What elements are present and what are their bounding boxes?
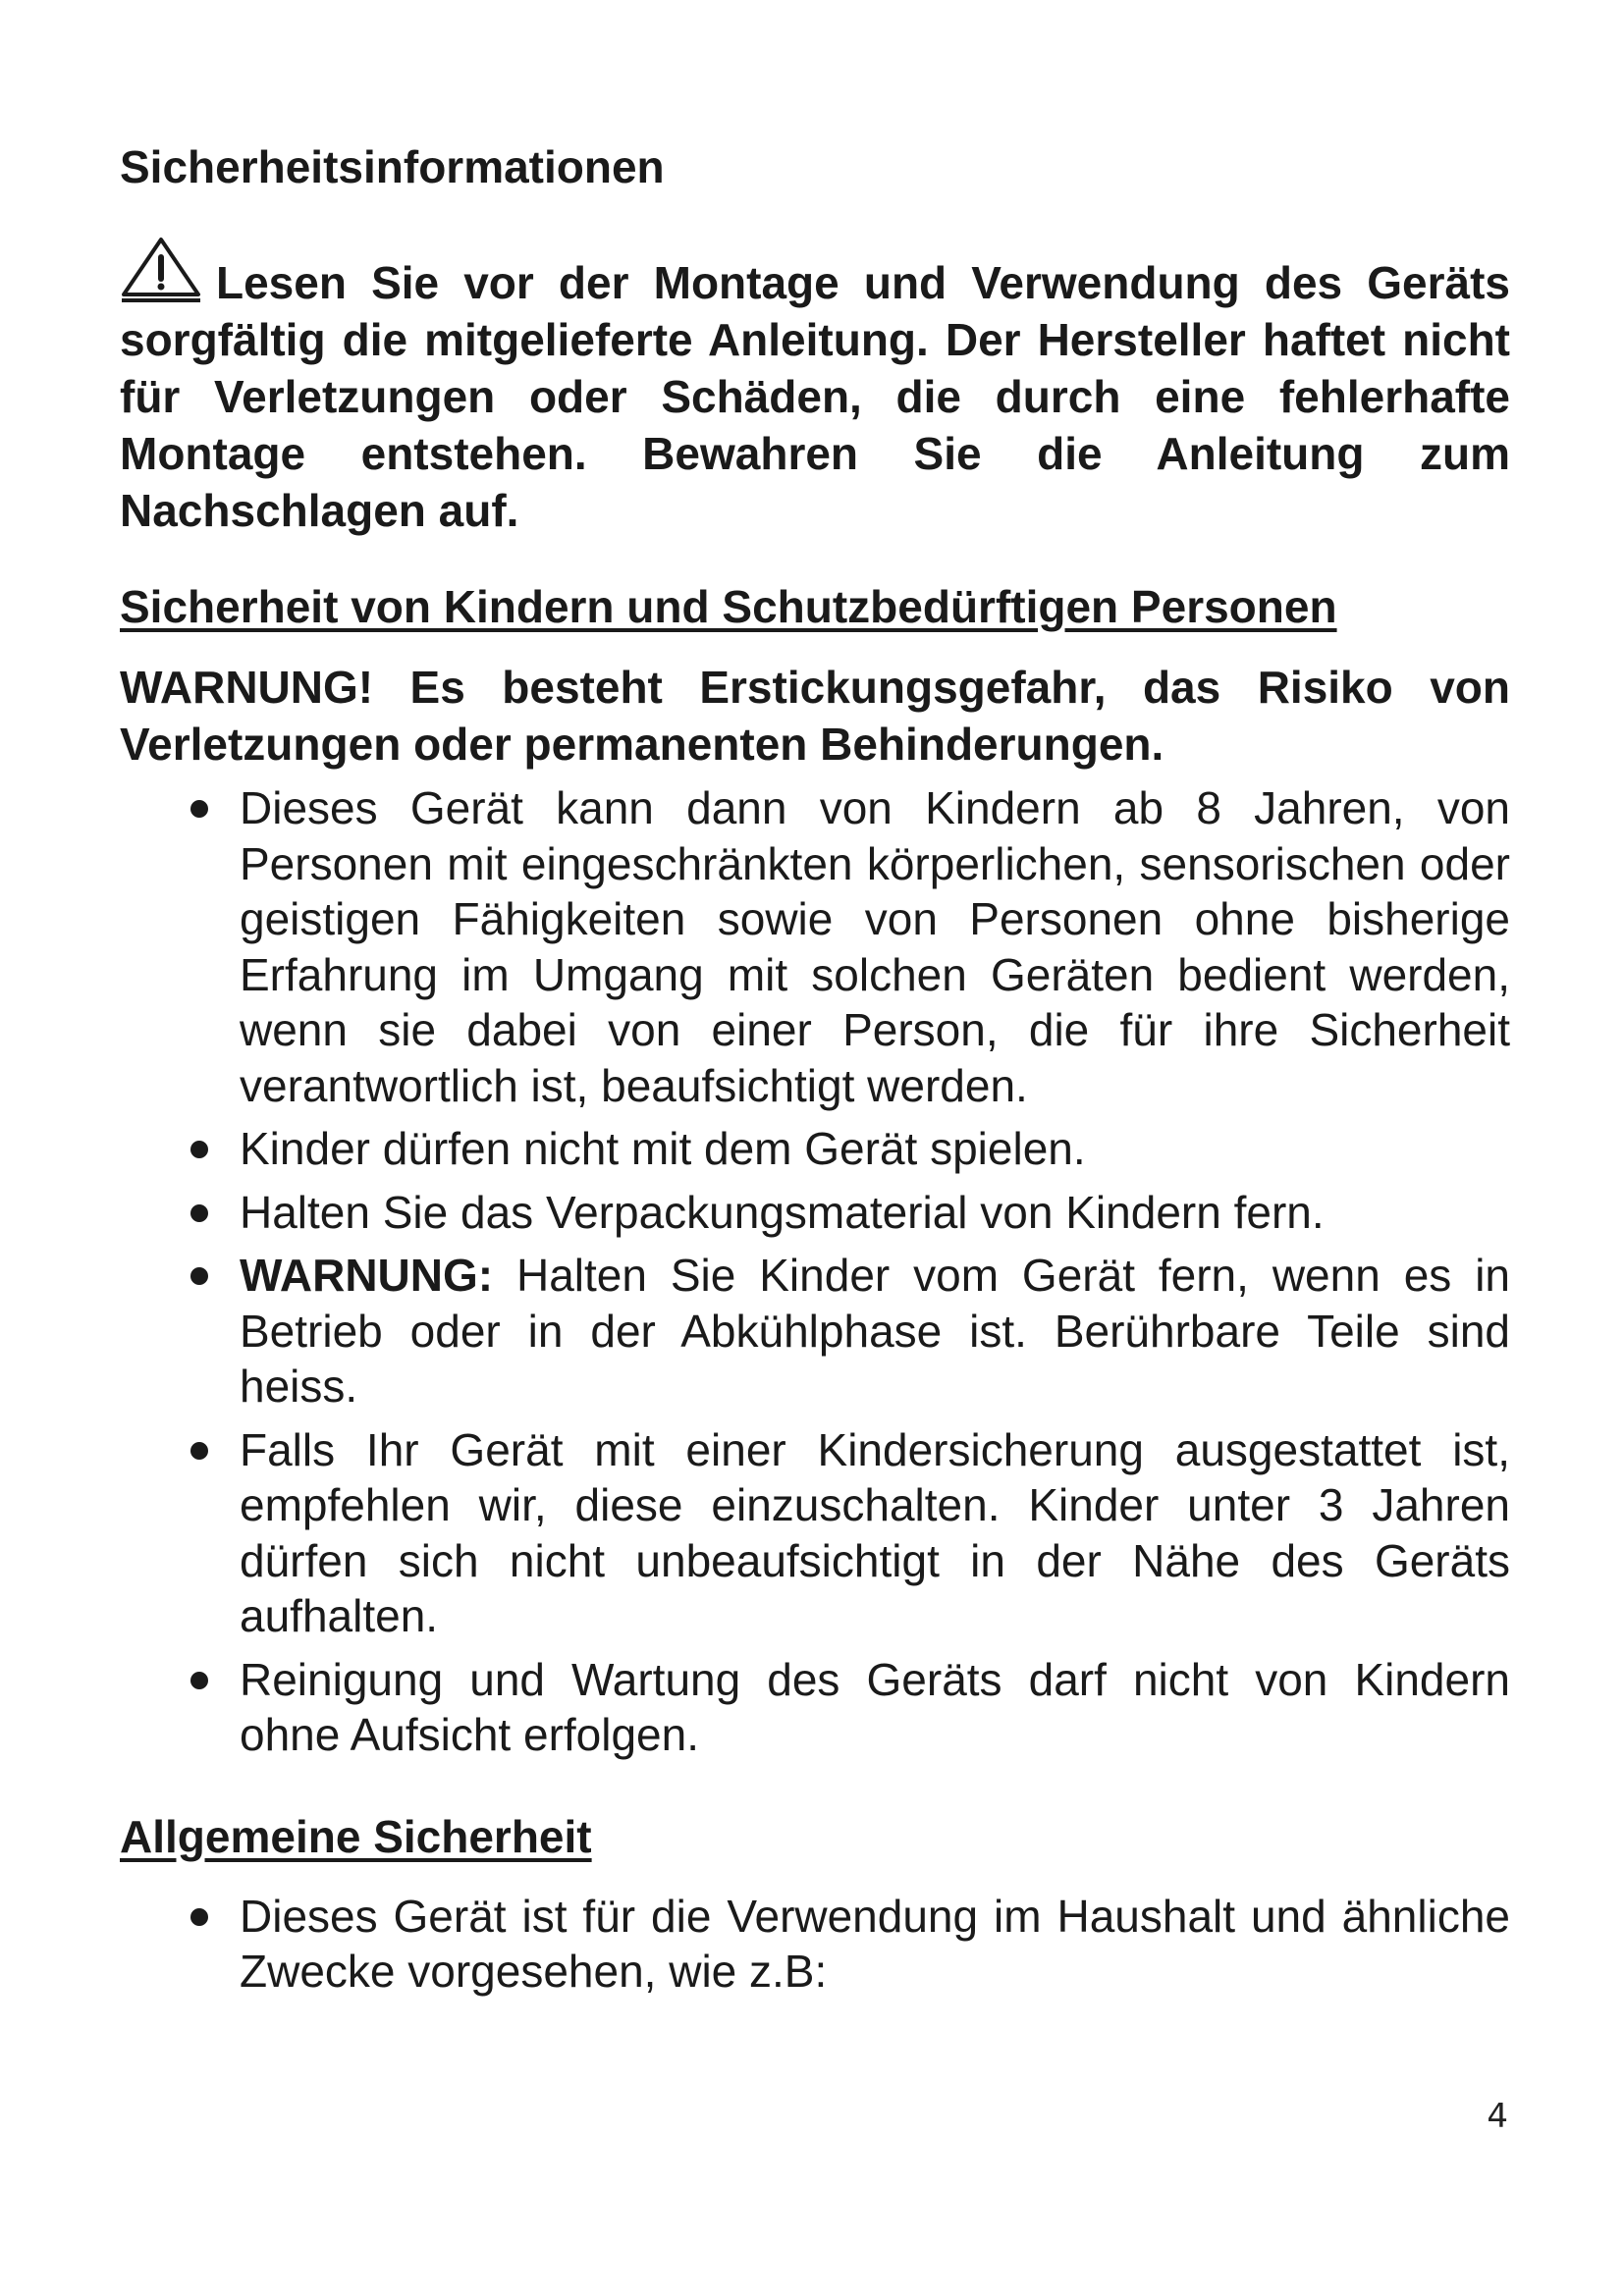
item-text: Halten Sie das Verpackungsmaterial von Kindern fern. xyxy=(240,1186,1325,1238)
warning-paragraph: WARNUNG! Es besteht Erstickungsgefahr, das Risiko von Verletzungen oder permanenten Behinderungen. xyxy=(120,662,1510,770)
list-item xyxy=(120,1121,1510,1177)
intro-text: Lesen Sie vor der Montage und Verwendung des Geräts sorgfältig die mitgelieferte Anleitung. Der Hersteller haftet nicht für Verletzungen oder Schäden, die durch eine fehlerhafte Montage entstehen. Bewahren Sie die Anleitung zum Nachschlagen auf. xyxy=(120,257,1510,536)
bullet-icon xyxy=(190,1267,208,1285)
item-text: Falls Ihr Gerät mit einer Kindersicherung ausgestattet ist, empfehlen wir, diese einzuschalten. Kinder unter 3 Jahren dürfen sich nicht unbeaufsichtigt in der Nähe des Geräts aufhalten. xyxy=(240,1423,1510,1641)
bullet-icon xyxy=(190,1442,208,1460)
bullet-icon xyxy=(190,800,208,818)
page-title: Sicherheitsinformationen xyxy=(120,141,665,192)
list-item xyxy=(120,780,1510,1113)
intro-paragraph xyxy=(120,236,1510,539)
item-text: Halten Sie Kinder vom Gerät fern, wenn es in Betrieb oder in der Abkühlphase ist. Berührbare Teile sind heiss. xyxy=(240,1250,1510,1412)
item-lead: WARNUNG: xyxy=(240,1250,494,1301)
list-item xyxy=(120,1652,1510,1763)
bullet-icon xyxy=(190,1141,208,1158)
item-text: Kinder dürfen nicht mit dem Gerät spielen. xyxy=(240,1123,1086,1174)
list-item xyxy=(120,1185,1510,1241)
warning-triangle-icon xyxy=(120,236,202,304)
bullet-icon xyxy=(190,1204,208,1222)
children-safety-list xyxy=(120,780,1510,1763)
bullet-icon xyxy=(190,1672,208,1689)
document-page xyxy=(120,137,1510,2007)
list-item xyxy=(120,1422,1510,1644)
bullet-icon xyxy=(190,1908,208,1926)
list-item xyxy=(120,1248,1510,1415)
section-heading-general: Allgemeine Sicherheit xyxy=(120,1810,592,1862)
general-safety-list xyxy=(120,1889,1510,2000)
item-text: Dieses Gerät kann dann von Kindern ab 8 Jahren, von Personen mit eingeschränkten körperlichen, sensorischen oder geistigen Fähigkeiten sowie von Personen ohne bisherige Erfahrung im Umgang mit solchen Geräten bedient werden, wenn sie dabei von einer Person, die für ihre Sicherheit verantwortlich ist, beaufsichtigt werden. xyxy=(240,782,1510,1111)
list-item xyxy=(120,1889,1510,2000)
section-heading-children: Sicherheit von Kindern und Schutzbedürftigen Personen xyxy=(120,581,1337,632)
page-number: 4 xyxy=(1487,2097,1508,2136)
item-text: Dieses Gerät ist für die Verwendung im Haushalt und ähnliche Zwecke vorgesehen, wie z.B: xyxy=(240,1890,1510,1997)
item-text: Reinigung und Wartung des Geräts darf nicht von Kindern ohne Aufsicht erfolgen. xyxy=(240,1653,1510,1760)
